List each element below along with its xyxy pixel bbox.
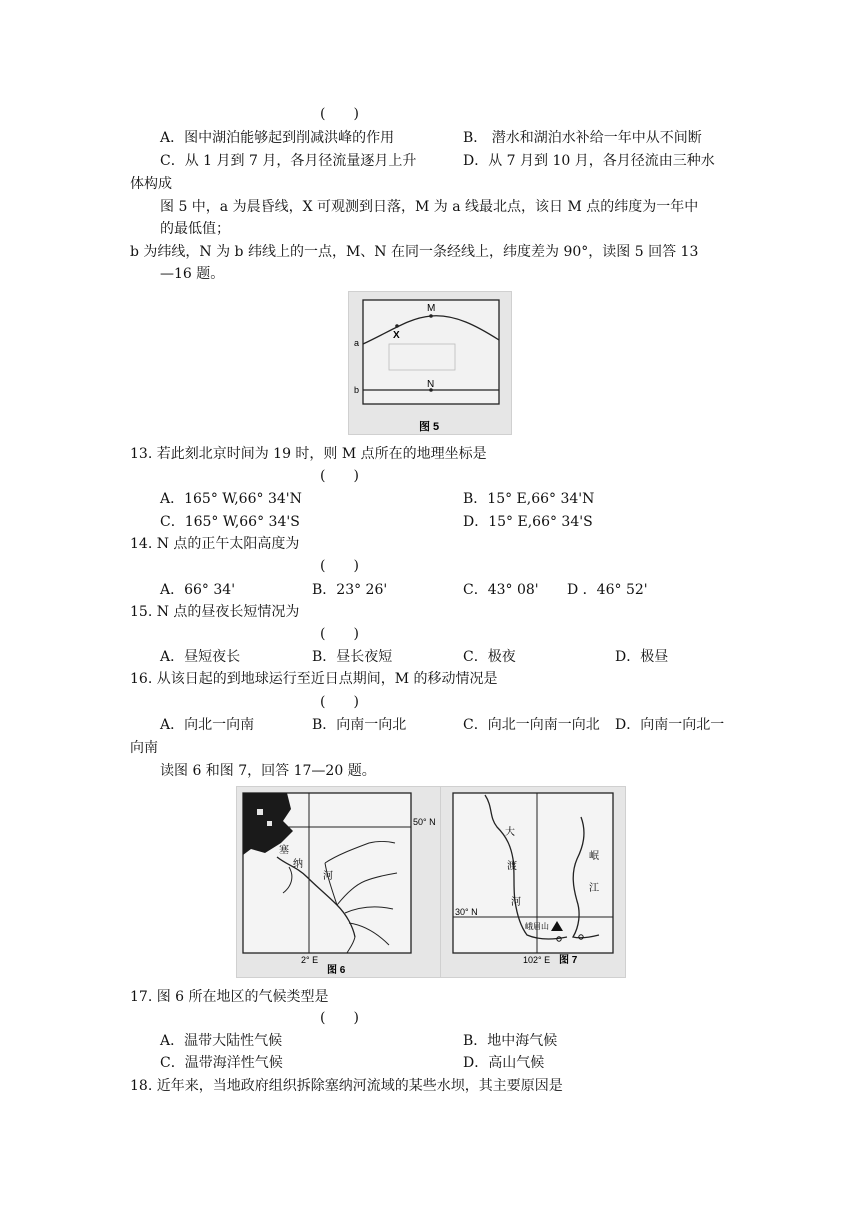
q14-option-c: C．43° 08' xyxy=(463,582,539,598)
q15-option-d: D．极昼 xyxy=(615,649,669,665)
fig7-river-a-char-3: 河 xyxy=(511,897,521,908)
q12-option-b: B． 潜水和湖泊水补给一年中从不间断 xyxy=(463,130,702,146)
fig6-caption: 图 6 xyxy=(327,965,346,976)
q15-stem: 15. N 点的昼夜长短情况为 xyxy=(130,604,300,620)
q14-option-a: A．66° 34' xyxy=(160,582,236,598)
q14-option-d: D ．46° 52' xyxy=(567,582,648,598)
q16-option-d: D．向南一向北一 xyxy=(615,717,725,733)
fig7-mountain-label: 峨眉山 xyxy=(525,922,549,931)
q12-answer-paren: ( ) xyxy=(320,106,359,122)
q18-stem: 18. 近年来，当地政府组织拆除塞纳河流域的某些水坝，其主要原因是 xyxy=(130,1078,563,1094)
figure-5 xyxy=(348,291,512,435)
fig6-lon-label: 2° E xyxy=(301,955,319,965)
fig5-point-x xyxy=(395,324,399,328)
q13-answer-paren: ( ) xyxy=(320,468,359,484)
q16-option-d-continued: 向南 xyxy=(130,740,158,756)
fig5-label-a: a xyxy=(354,338,360,348)
intro5-line2: 的最低值； xyxy=(160,221,230,237)
q16-option-c: C．向北一向南一向北 xyxy=(463,717,600,733)
q17-option-b: B．地中海气候 xyxy=(463,1033,558,1049)
fig7-river-b-char-2: 江 xyxy=(589,883,599,894)
q12-option-c: C．从 1 月到 7 月，各月径流量逐月上升 xyxy=(160,153,417,169)
q15-option-a: A．昼短夜长 xyxy=(160,649,241,665)
figure-7-map xyxy=(441,787,625,977)
figure-6 xyxy=(236,786,442,978)
q12-option-a: A．图中湖泊能够起到削减洪峰的作用 xyxy=(160,130,395,146)
q15-option-c: C．极夜 xyxy=(463,649,516,665)
q15-answer-paren: ( ) xyxy=(320,626,359,642)
fig7-lon-label: 102° E xyxy=(523,955,551,965)
q17-stem: 17. 图 6 所在地区的气候类型是 xyxy=(130,989,329,1005)
q14-option-b: B．23° 26' xyxy=(312,582,388,598)
q17-option-c: C．温带海洋性气候 xyxy=(160,1055,283,1071)
q13-option-a: A．165° W,66° 34'N xyxy=(160,491,302,507)
q17-option-d: D．高山气候 xyxy=(463,1055,545,1071)
fig7-river-b-char-1: 岷 xyxy=(589,851,599,862)
q17-answer-paren: ( ) xyxy=(320,1010,359,1026)
fig5-point-m xyxy=(429,314,433,318)
figure-6-map xyxy=(237,787,441,977)
q16-option-a: A．向北一向南 xyxy=(160,717,255,733)
q17-option-a: A．温带大陆性气候 xyxy=(160,1033,283,1049)
figure-5-diagram xyxy=(349,292,511,434)
q12-option-d-continued: 体构成 xyxy=(130,176,172,192)
intro5-line4: —16 题。 xyxy=(160,266,225,282)
fig7-lat-label: 30° N xyxy=(455,907,478,917)
q15-option-b: B．昼长夜短 xyxy=(312,649,393,665)
q13-option-d: D．15° E,66° 34'S xyxy=(463,514,593,530)
fig5-label-x: X xyxy=(393,330,400,341)
fig5-label-b: b xyxy=(354,385,360,395)
q14-stem: 14. N 点的正午太阳高度为 xyxy=(130,536,300,552)
fig6-sea-detail-2 xyxy=(267,821,272,826)
q13-option-c: C．165° W,66° 34'S xyxy=(160,514,300,530)
fig5-caption: 图 5 xyxy=(419,421,440,433)
fig5-label-m: M xyxy=(427,303,436,314)
fig7-river-a-char-2: 渡 xyxy=(507,861,517,872)
fig7-river-a-char-1: 大 xyxy=(505,827,515,838)
fig7-caption: 图 7 xyxy=(559,955,578,966)
q16-stem: 16. 从该日起的到地球运行至近日点期间，M 的移动情况是 xyxy=(130,671,498,687)
fig6-river-char-1: 塞 xyxy=(279,845,289,856)
fig6-river-char-3: 河 xyxy=(323,871,333,882)
fig6-lat-label: 50° N xyxy=(413,817,436,827)
fig6-river-char-2: 纳 xyxy=(293,859,303,870)
fig5-label-n: N xyxy=(427,379,435,390)
q13-stem: 13. 若此刻北京时间为 19 时，则 M 点所在的地理坐标是 xyxy=(130,446,487,462)
q16-answer-paren: ( ) xyxy=(320,694,359,710)
q12-option-d: D．从 7 月到 10 月，各月径流由三种水 xyxy=(463,153,715,169)
q14-answer-paren: ( ) xyxy=(320,558,359,574)
intro5-line3: b 为纬线，N 为 b 纬线上的一点，M、N 在同一条经线上，纬度差为 90°，读图 5 回答 13 xyxy=(130,244,699,260)
figure-7 xyxy=(440,786,626,978)
intro67: 读图 6 和图 7，回答 17—20 题。 xyxy=(160,763,376,779)
intro5-line1: 图 5 中，a 为晨昏线，X 可观测到日落，M 为 a 线最北点，该日 M 点的纬度为一年中 xyxy=(160,199,699,215)
q16-option-b: B．向南一向北 xyxy=(312,717,407,733)
fig6-sea-detail-1 xyxy=(257,809,263,815)
q13-option-b: B．15° E,66° 34'N xyxy=(463,491,595,507)
